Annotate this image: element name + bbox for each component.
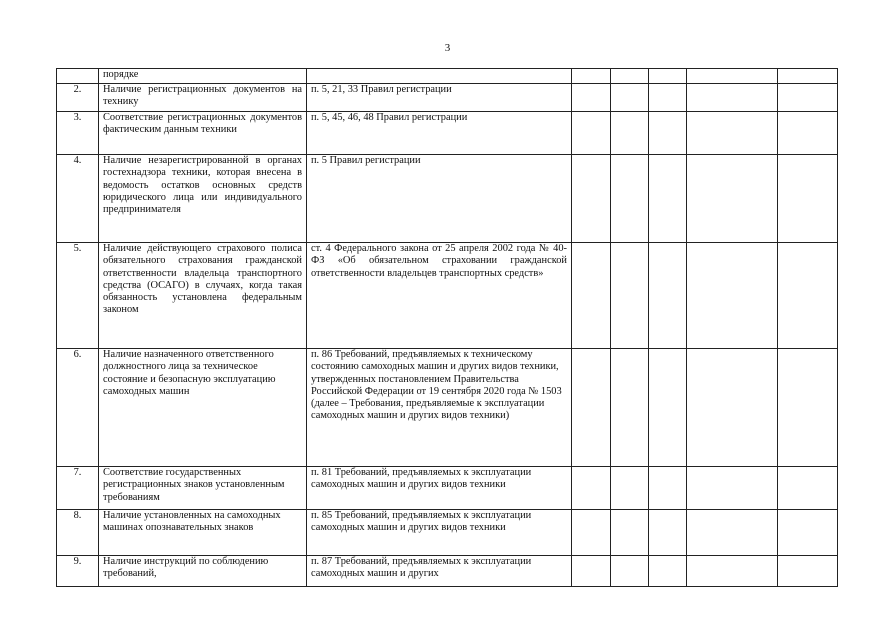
table-row	[57, 243, 838, 349]
answer-cell	[611, 112, 649, 155]
table-row	[57, 510, 838, 556]
row-number: 2.	[57, 84, 99, 112]
row-number: 6.	[57, 349, 99, 467]
answer-cell	[611, 349, 649, 467]
row-number	[57, 69, 99, 84]
answer-cell	[649, 510, 687, 556]
answer-cell	[778, 84, 838, 112]
answer-cell	[572, 84, 611, 112]
answer-cell	[649, 155, 687, 243]
row-reference: п. 87 Требований, предъявляемых к эксплуатации самоходных машин и других	[307, 556, 572, 587]
answer-cell	[687, 349, 778, 467]
answer-cell	[687, 69, 778, 84]
answer-cell	[778, 510, 838, 556]
answer-cell	[687, 467, 778, 510]
answer-cell	[778, 243, 838, 349]
row-number: 9.	[57, 556, 99, 587]
checklist-table	[56, 68, 838, 587]
answer-cell	[611, 510, 649, 556]
answer-cell	[572, 349, 611, 467]
answer-cell	[778, 349, 838, 467]
answer-cell	[687, 155, 778, 243]
row-question: Наличие инструкций по соблюдению требований,	[99, 556, 307, 587]
table-row	[57, 556, 838, 587]
answer-cell	[778, 69, 838, 84]
row-reference: п. 85 Требований, предъявляемых к эксплуатации самоходных машин и других видов техники	[307, 510, 572, 556]
answer-cell	[572, 155, 611, 243]
answer-cell	[572, 556, 611, 587]
answer-cell	[611, 243, 649, 349]
answer-cell	[611, 556, 649, 587]
row-question: Наличие регистрационных документов на технику	[99, 84, 307, 112]
table-row	[57, 69, 838, 84]
row-question: Наличие установленных на самоходных машинах опознавательных знаков	[99, 510, 307, 556]
row-reference: п. 5, 45, 46, 48 Правил регистрации	[307, 112, 572, 155]
row-reference: п. 5, 21, 33 Правил регистрации	[307, 84, 572, 112]
answer-cell	[611, 155, 649, 243]
answer-cell	[687, 510, 778, 556]
row-reference: п. 81 Требований, предъявляемых к эксплуатации самоходных машин и других видов техники	[307, 467, 572, 510]
answer-cell	[649, 556, 687, 587]
answer-cell	[778, 155, 838, 243]
table-row	[57, 467, 838, 510]
answer-cell	[572, 243, 611, 349]
answer-cell	[687, 556, 778, 587]
answer-cell	[611, 467, 649, 510]
answer-cell	[778, 556, 838, 587]
answer-cell	[687, 243, 778, 349]
answer-cell	[572, 69, 611, 84]
answer-cell	[572, 112, 611, 155]
row-question: Наличие действующего страхового полиса обязательного страхования гражданской ответственности владельца транспортного средства (ОСАГО) в случаях, когда такая обязанность установлена федеральным законом	[99, 243, 307, 349]
row-question: Наличие незарегистрированной в органах гостехнадзора техники, которая внесена в ведомость остатков основных средств юридического лица или индивидуального предпринимателя	[99, 155, 307, 243]
answer-cell	[687, 112, 778, 155]
row-number: 3.	[57, 112, 99, 155]
answer-cell	[572, 467, 611, 510]
row-question: Наличие назначенного ответственного должностного лица за техническое состояние и безопасную эксплуатацию самоходных машин	[99, 349, 307, 467]
row-question: порядке	[99, 69, 307, 84]
row-question: Соответствие регистрационных документов фактическим данным техники	[99, 112, 307, 155]
answer-cell	[778, 112, 838, 155]
answer-cell	[687, 84, 778, 112]
row-reference	[307, 69, 572, 84]
answer-cell	[649, 349, 687, 467]
row-number: 5.	[57, 243, 99, 349]
row-number: 4.	[57, 155, 99, 243]
row-number: 7.	[57, 467, 99, 510]
row-reference: п. 86 Требований, предъявляемых к техническому состоянию самоходных машин и других видов техники, утвержденных постановлением Правительства Российской Федерации от 19 сентября 2020 года № 1503 (далее – Требования, предъявляемые к эксплуатации самоходных машин и других видов техники)	[307, 349, 572, 467]
answer-cell	[649, 112, 687, 155]
answer-cell	[572, 510, 611, 556]
table-row	[57, 349, 838, 467]
table-row	[57, 112, 838, 155]
answer-cell	[649, 69, 687, 84]
table-row	[57, 155, 838, 243]
row-number: 8.	[57, 510, 99, 556]
page-number: 3	[444, 42, 451, 54]
answer-cell	[611, 69, 649, 84]
checklist-body	[57, 69, 838, 587]
row-question: Соответствие государственных регистрационных знаков установленным требованиям	[99, 467, 307, 510]
answer-cell	[611, 84, 649, 112]
table-row	[57, 84, 838, 112]
row-reference: ст. 4 Федерального закона от 25 апреля 2002 года № 40-ФЗ «Об обязательном страховании гражданской ответственности владельцев транспортных средств»	[307, 243, 572, 349]
answer-cell	[649, 467, 687, 510]
answer-cell	[778, 467, 838, 510]
answer-cell	[649, 84, 687, 112]
row-reference: п. 5 Правил регистрации	[307, 155, 572, 243]
answer-cell	[649, 243, 687, 349]
